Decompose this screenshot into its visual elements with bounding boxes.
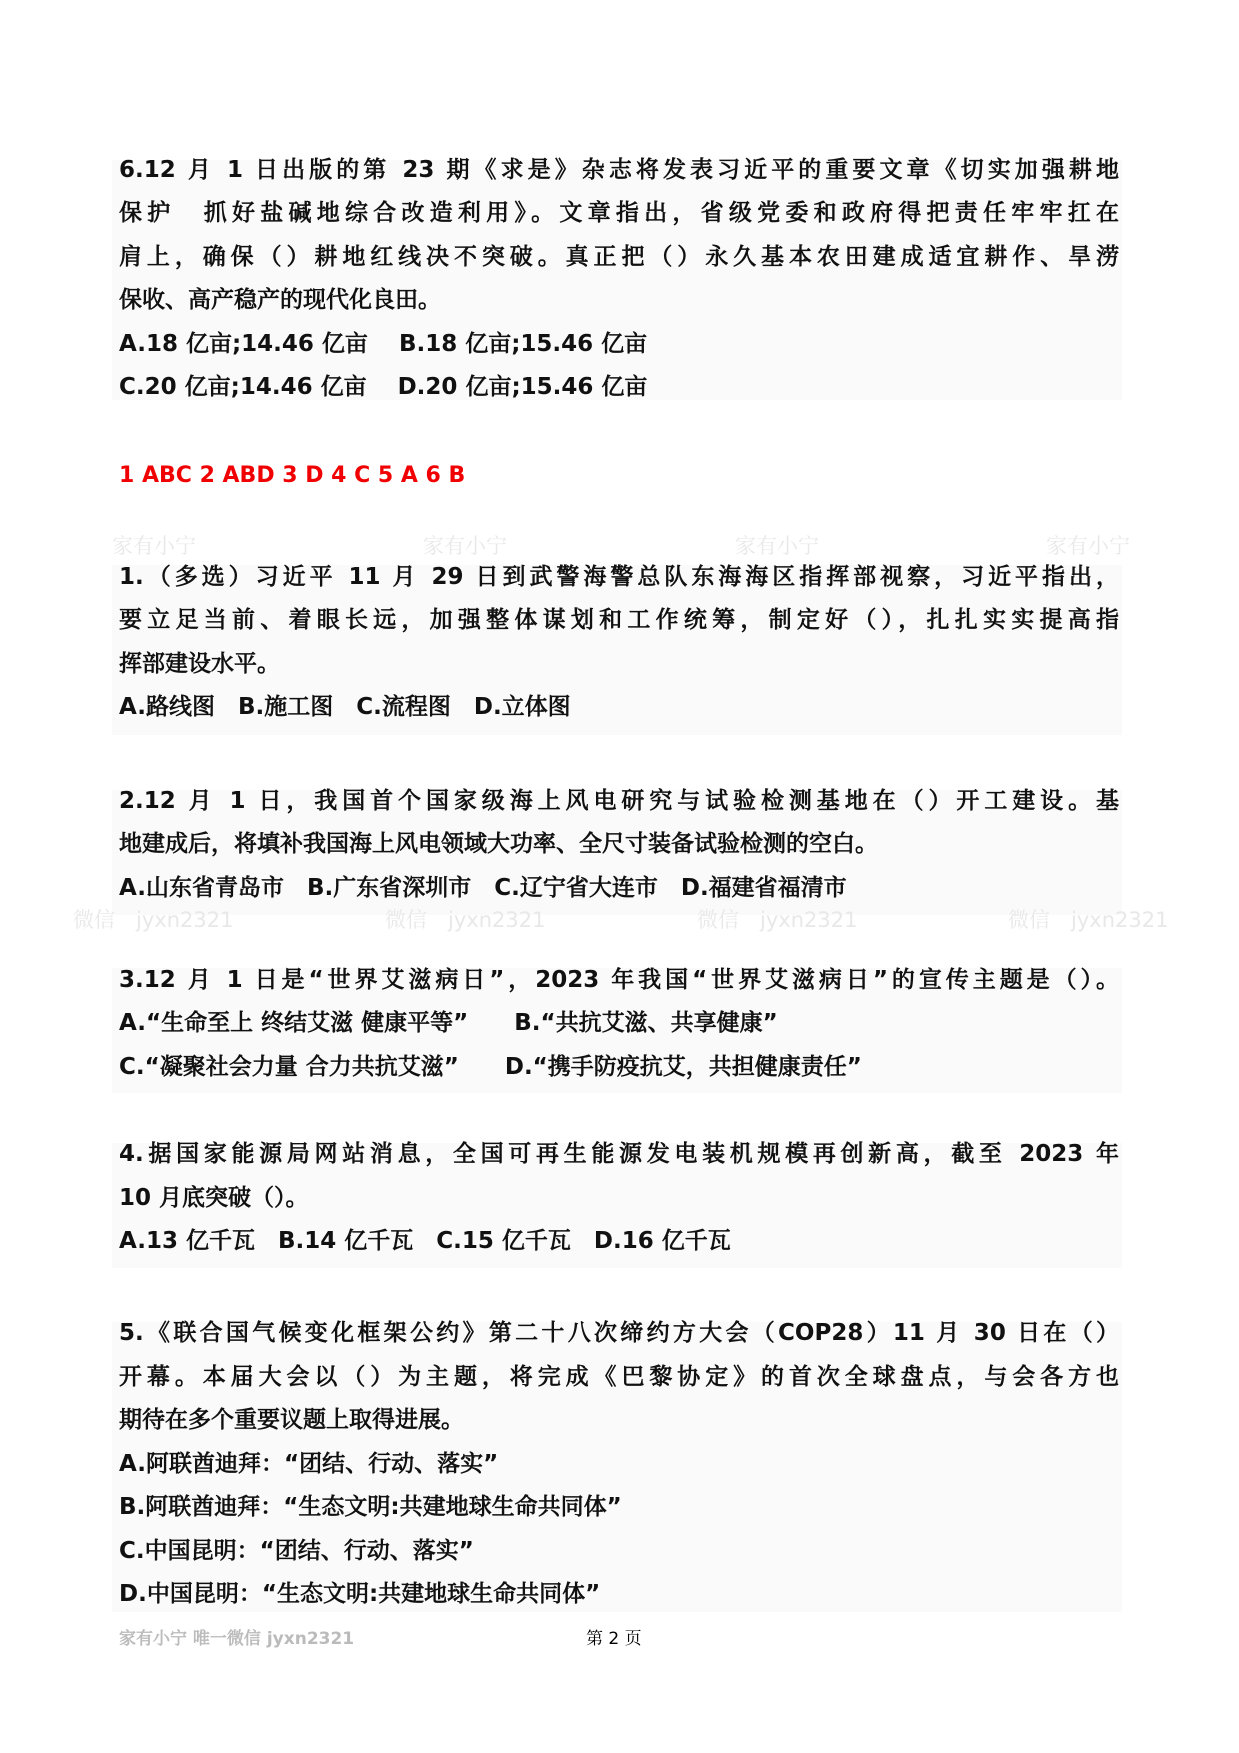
watermark: 微信 jyxn2321 [73,908,234,932]
question-6-block [112,160,1122,400]
question-3-options: A.“生命至上 终结艾滋 健康平等” B.“共抗艾滋、共享健康” [119,1010,778,1036]
question-3-options: C.“凝聚社会力量 合力共抗艾滋” D.“携手防疫抗艾，共担健康责任” [119,1054,862,1080]
watermark: 家有小宁 [423,534,507,558]
watermark: 微信 jyxn2321 [697,908,858,932]
question-3-text: 3.12 月 1 日是“世界艾滋病日”，2023 年我国“世界艾滋病日”的宣传主题是（）。 [119,967,1119,993]
question-5-options: B.阿联酋迪拜：“生态文明:共建地球生命共同体” [119,1494,622,1520]
watermark: 家有小宁 [735,534,819,558]
question-5-text: 5.《联合国气候变化框架公约》第二十八次缔约方大会（COP28）11 月 30 日在（） [119,1320,1119,1346]
question-6-text: 6.12 月 1 日出版的第 23 期《求是》杂志将发表习近平的重要文章《切实加强耕地 [119,157,1119,183]
watermark: 微信 jyxn2321 [385,908,546,932]
question-2-text: 2.12 月 1 日，我国首个国家级海上风电研究与试验检测基地在（）开工建设。基 [119,788,1119,814]
question-1-text: 要立足当前、着眼长远，加强整体谋划和工作统筹，制定好（），扎扎实实提高指 [119,607,1119,633]
watermark: 微信 jyxn2321 [1008,908,1169,932]
question-4-options: A.13 亿千瓦 B.14 亿千瓦 C.15 亿千瓦 D.16 亿千瓦 [119,1228,731,1254]
question-5-options: A.阿联酋迪拜：“团结、行动、落实” [119,1451,499,1477]
question-6-options: C.20 亿亩;14.46 亿亩 D.20 亿亩;15.46 亿亩 [119,374,648,400]
question-1-text: 挥部建设水平。 [119,651,280,677]
question-6-options: A.18 亿亩;14.46 亿亩 B.18 亿亩;15.46 亿亩 [119,331,648,357]
question-5-text: 期待在多个重要议题上取得进展。 [119,1407,464,1433]
question-5-options: D.中国昆明：“生态文明:共建地球生命共同体” [119,1581,601,1607]
footer-watermark: 家有小宁 唯一微信 jyxn2321 [119,1629,355,1649]
question-4-text: 10 月底突破（）。 [119,1185,309,1211]
question-2-text: 地建成后，将填补我国海上风电领域大功率、全尺寸装备试验检测的空白。 [119,831,878,857]
watermark: 家有小宁 [1046,534,1130,558]
question-4-text: 4.据国家能源局网站消息，全国可再生能源发电装机规模再创新高，截至 2023 年 [119,1141,1119,1167]
question-5-text: 开幕。本届大会以（）为主题，将完成《巴黎协定》的首次全球盘点，与会各方也 [119,1364,1119,1390]
watermark: 家有小宁 [112,534,196,558]
page-number: 第 2 页 [586,1629,642,1649]
question-6-text: 肩上，确保（）耕地红线决不突破。真正把（）永久基本农田建成适宜耕作、旱涝 [119,244,1119,270]
question-6-text: 保收、高产稳产的现代化良田。 [119,287,441,313]
question-5-options: C.中国昆明：“团结、行动、落实” [119,1538,474,1564]
question-1-options: A.路线图 B.施工图 C.流程图 D.立体图 [119,694,571,720]
question-6-text: 保护 抓好盐碱地综合改造利用》。文章指出，省级党委和政府得把责任牢牢扛在 [119,200,1119,226]
question-2-options: A.山东省青岛市 B.广东省深圳市 C.辽宁省大连市 D.福建省福清市 [119,875,847,901]
question-1-text: 1.（多选）习近平 11 月 29 日到武警海警总队东海海区指挥部视察，习近平指出， [119,564,1119,590]
answer-key: 1 ABC 2 ABD 3 D 4 C 5 A 6 B [119,463,466,488]
